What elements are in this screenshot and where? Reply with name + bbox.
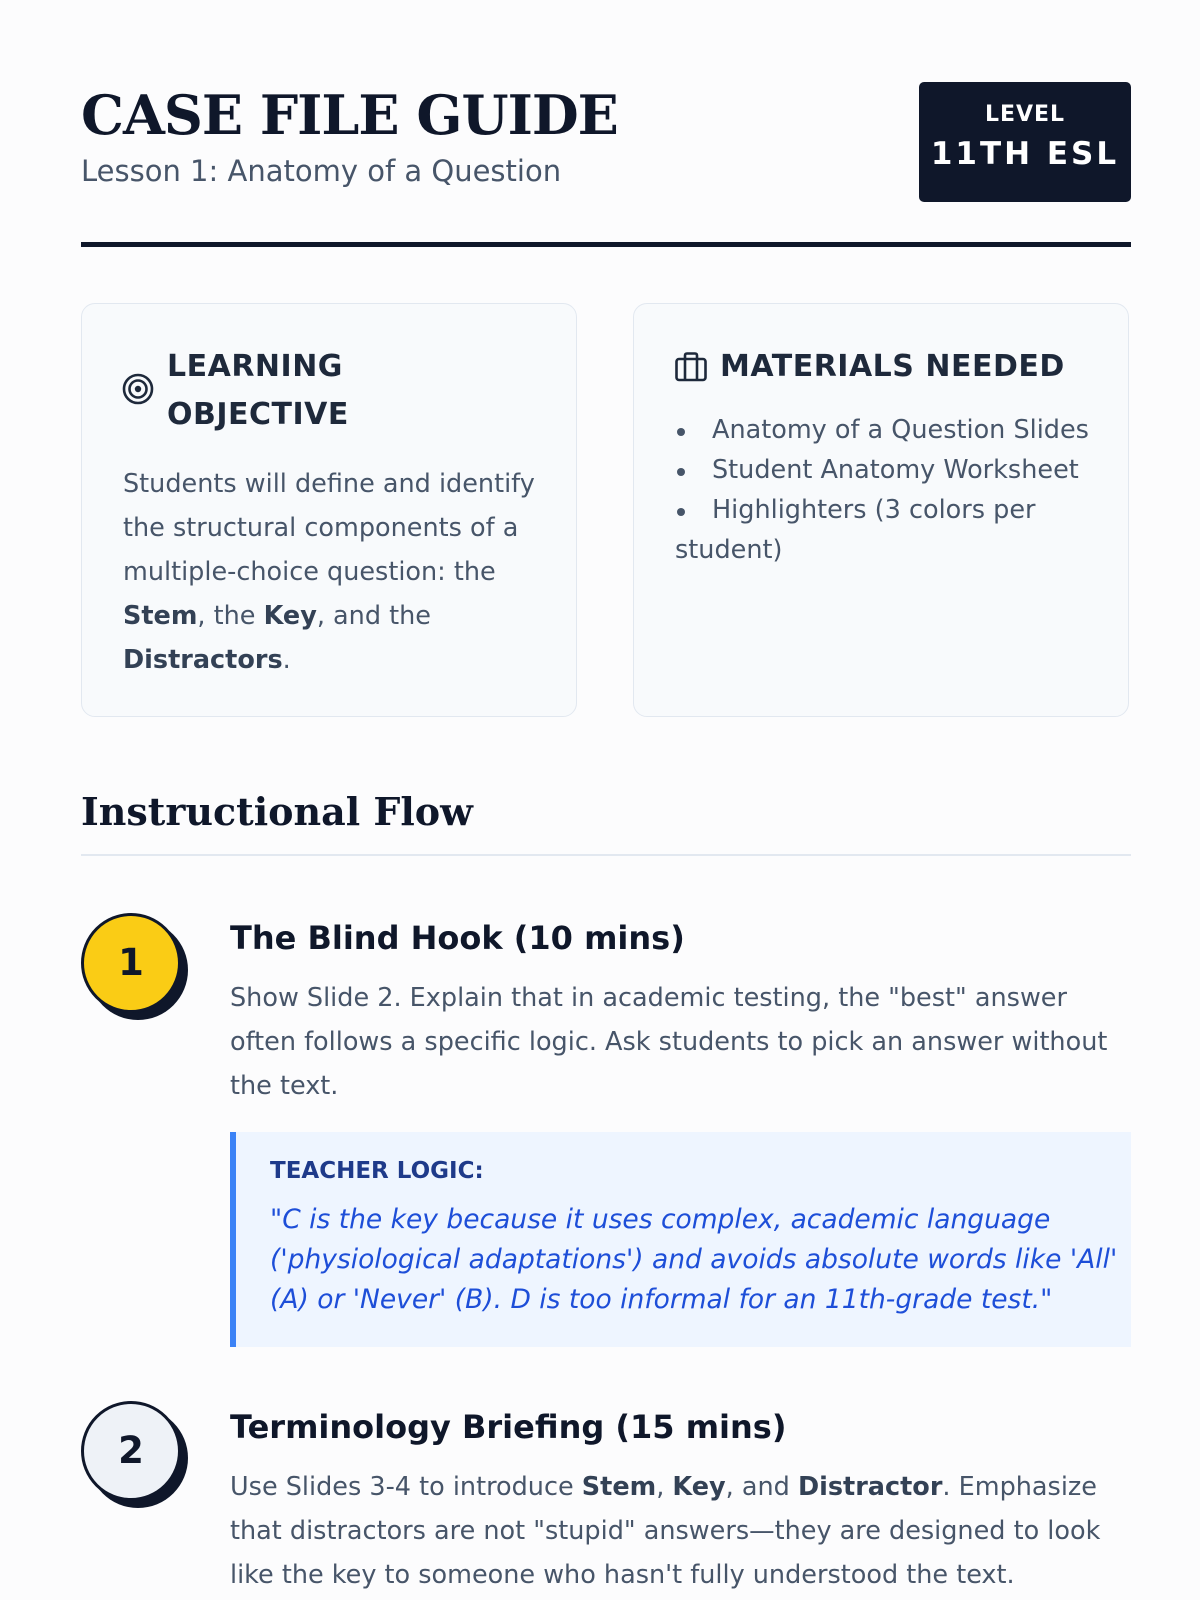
objective-heading [167, 343, 349, 439]
material-label: Anatomy of a Question Slides [712, 415, 1089, 445]
teacher-logic-label: TEACHER LOGIC: [270, 1158, 484, 1184]
term-key: Key [263, 601, 317, 631]
target-icon [121, 372, 155, 406]
term-distractor: Distractor [797, 1472, 943, 1502]
material-label: Highlighters (3 colors per student) [675, 495, 1036, 565]
level-label: LEVEL [984, 102, 1066, 127]
list-item [675, 490, 1115, 570]
objective-text-part: , and the [316, 601, 431, 631]
materials-heading: MATERIALS NEEDED [720, 349, 1065, 384]
step-number-badge: 2 [81, 1401, 181, 1501]
briefcase-icon [674, 350, 708, 384]
objective-text-part: , the [197, 601, 264, 631]
objective-text [123, 462, 553, 682]
header [81, 82, 1131, 242]
header-divider [81, 242, 1131, 247]
list-item [675, 450, 1115, 490]
material-label: Student Anatomy Worksheet [712, 455, 1079, 485]
objective-heading-line2: OBJECTIVE [167, 397, 349, 432]
term-distractors: Distractors [123, 645, 283, 675]
step-body-part: , [656, 1472, 673, 1502]
objective-text-part: . [282, 645, 291, 675]
step-body-part: , and [725, 1472, 798, 1502]
term-key: Key [672, 1472, 726, 1502]
term-stem: Stem [123, 601, 198, 631]
step-body-part: . Emphasize that distractors are not "stupid" answers—they are designed to look like the key to someone who hasn't fully understood the text. [230, 1472, 1101, 1590]
section-title: Instructional Flow [81, 789, 473, 834]
step-number-badge: 1 [81, 913, 181, 1013]
document-subtitle: Lesson 1: Anatomy of a Question [81, 154, 562, 188]
step-body [230, 1465, 1135, 1597]
document-title: CASE FILE GUIDE [81, 83, 618, 147]
term-stem: Stem [581, 1472, 657, 1502]
step-body-part: Use Slides 3-4 to introduce [230, 1472, 582, 1502]
level-badge [919, 82, 1131, 202]
objective-heading-line1: LEARNING [167, 349, 343, 384]
step-title: The Blind Hook (10 mins) [230, 919, 685, 957]
list-item [675, 410, 1115, 450]
level-value: 11TH ESL [930, 136, 1120, 172]
teacher-logic-quote: "C is the key because it uses complex, academic language ('physiological adaptations') and avoids absolute words like 'All' (A) or 'Never' (B). D is too informal for an 11th-grade test." [270, 1204, 1118, 1315]
objective-text-part: Students will define and identify the structural components of a multiple-choice question: the [123, 469, 535, 587]
step-body: Show Slide 2. Explain that in academic testing, the "best" answer often follows a specific logic. Ask students to pick an answer without the text. [230, 983, 1108, 1101]
step-title: Terminology Briefing (15 mins) [230, 1408, 787, 1446]
learning-objective-card [81, 303, 577, 717]
materials-list [675, 410, 1115, 570]
section-divider [81, 854, 1131, 856]
teacher-logic-callout [230, 1132, 1131, 1347]
materials-card [633, 303, 1129, 717]
